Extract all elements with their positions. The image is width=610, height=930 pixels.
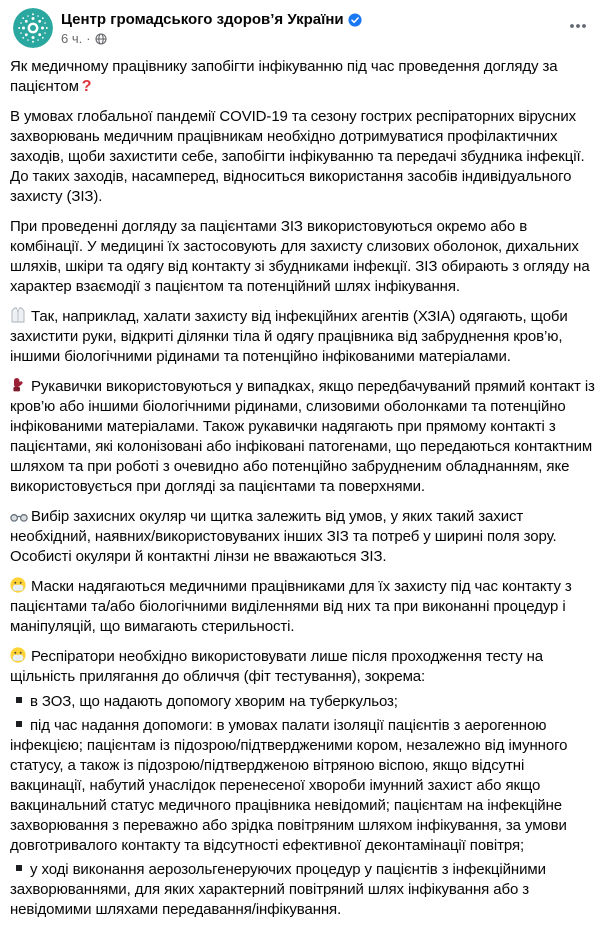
bullet-item-isolation — [10, 716, 600, 856]
meta-separator: · — [86, 31, 91, 46]
paragraph-ppe-overview: При проведенні догляду за пацієнтами ЗІЗ використовуються окремо або в комбінації. У медицині їх застосовують для захисту слизових оболонок, дихальних шляхів, шкіри та одягу від контакту зі збудниками інфекції. ЗІЗ обирають з огляду на характер взаємодії з пацієнтом та потенційний шлях інфікування. — [10, 218, 590, 295]
verified-badge-icon — [348, 13, 362, 27]
bullet-item-aerosol-text: у ході виконання аерозольгенеруючих процедур у пацієнтів з інфекційними захворюваннями, для яких характерний повітряний шлях інфікування або з невідомими шляхами передавання/інфікування. — [10, 861, 546, 918]
paragraph-gloves-text: Рукавички використовуються у випадках, якщо передбачуваний прямий контакт із кров’ю або іншими біологічними рідинами, слизовими оболонками та потенційно інфікованими матеріалами. Також рукавички надягають при прямому контакті з пацієнтами, які колонізовані або інфіковані патогенами, що передаються контактним шляхом та при роботі з очевидно або потенційно забрудненим обладнанням, яке використовується при догляді за пацієнтами та поверхнями. — [10, 378, 595, 495]
post-title — [10, 57, 600, 97]
paragraph-gowns-text: Так, наприклад, халати захисту від інфекційних агентів (ХЗІА) одягають, щоби захистити руки, відкриті ділянки тіла й одягу працівника від забруднення кров’ю, іншими біологічними рідинами та потенційно інфікованими матеріалами. — [10, 308, 568, 365]
paragraph-masks-text: Маски надягаються медичними працівниками для їх захисту під час контакту з пацієнтами та/або біологічними виділеннями від них та при виконанні процедур і маніпуляцій, що вимагають стерильності. — [10, 578, 572, 635]
paragraph-gloves — [10, 377, 600, 497]
lab-coat-emoji — [10, 307, 27, 323]
post-title-text: Як медичному працівнику запобігти інфікуванню під час проведення догляду за пацієнтом — [10, 58, 558, 95]
gloves-emoji — [10, 377, 27, 393]
page-avatar[interactable] — [13, 8, 53, 48]
bullet-square-icon — [16, 697, 22, 703]
bullet-item-tb-text: в ЗОЗ, що надають допомогу хворим на туберкульоз; — [30, 693, 398, 710]
red-question-mark-emoji: ? — [81, 78, 92, 95]
post-meta — [61, 30, 362, 47]
ellipsis-icon — [568, 16, 588, 36]
post-menu-button[interactable] — [562, 14, 594, 38]
face-with-medical-mask-emoji — [10, 647, 27, 663]
bullet-square-icon — [16, 865, 22, 871]
paragraph-respirators — [10, 647, 600, 687]
page-name[interactable]: Центр громадського здоров’я України — [61, 11, 344, 28]
header-text — [61, 8, 362, 47]
bullet-item-aerosol — [10, 860, 600, 920]
globe-icon — [95, 33, 107, 45]
paragraph-goggles-text: Вибір захисних окуляр чи щитка залежить від умов, у яких такий захист необхідний, наявних/використовуваних інших ЗІЗ та потреб у ширині поля зору. Особисті окуляри й контактні лінзи не вважаються ЗІЗ. — [10, 508, 557, 565]
bullet-square-icon — [16, 721, 22, 727]
bullet-item-tb — [10, 692, 600, 712]
glasses-emoji — [10, 509, 27, 525]
paragraph-respirators-text: Респіратори необхідно використовувати лише після проходження тесту на щільність прилягання до обличчя (фіт тестування), зокрема: — [10, 648, 544, 685]
paragraph-intro: В умовах глобальної пандемії COVID-19 та сезону гострих респіраторних вірусних захворювань медичним працівникам необхідно дотримуватися профілактичних заходів, щоби захистити себе, запобігти інфікуванню та передачі збудника інфекції. До таких заходів, насамперед, відноситься використання засобів індивідуального захисту (ЗІЗ). — [10, 108, 585, 205]
paragraph-masks — [10, 577, 600, 637]
post-timestamp[interactable]: 6 ч. — [61, 31, 83, 46]
paragraph-goggles — [10, 507, 600, 567]
post-body — [0, 48, 610, 930]
bullet-item-isolation-text: під час надання допомоги: в умовах палати ізоляції пацієнтів з аерогенною інфекцією; пацієнтам із підозрою/підтвердженими кором, незалежно від імунного статусу, а також із підозрою/підтвердженою вітряною віспою, якщо відсутні вакцинації, набутий унаслідок перенесеної хвороби імунний захист або якщо вакцинальний статус медичного працівника невідомий; пацієнтам на інфекційне захворювання з переважно або зрідка повітряним шляхом інфікування, за умови довготривалого контакту та відсутності ефективної деконтамінації повітря; — [10, 717, 568, 854]
face-with-medical-mask-emoji — [10, 577, 27, 593]
paragraph-gowns — [10, 307, 600, 367]
post-header — [0, 0, 610, 48]
